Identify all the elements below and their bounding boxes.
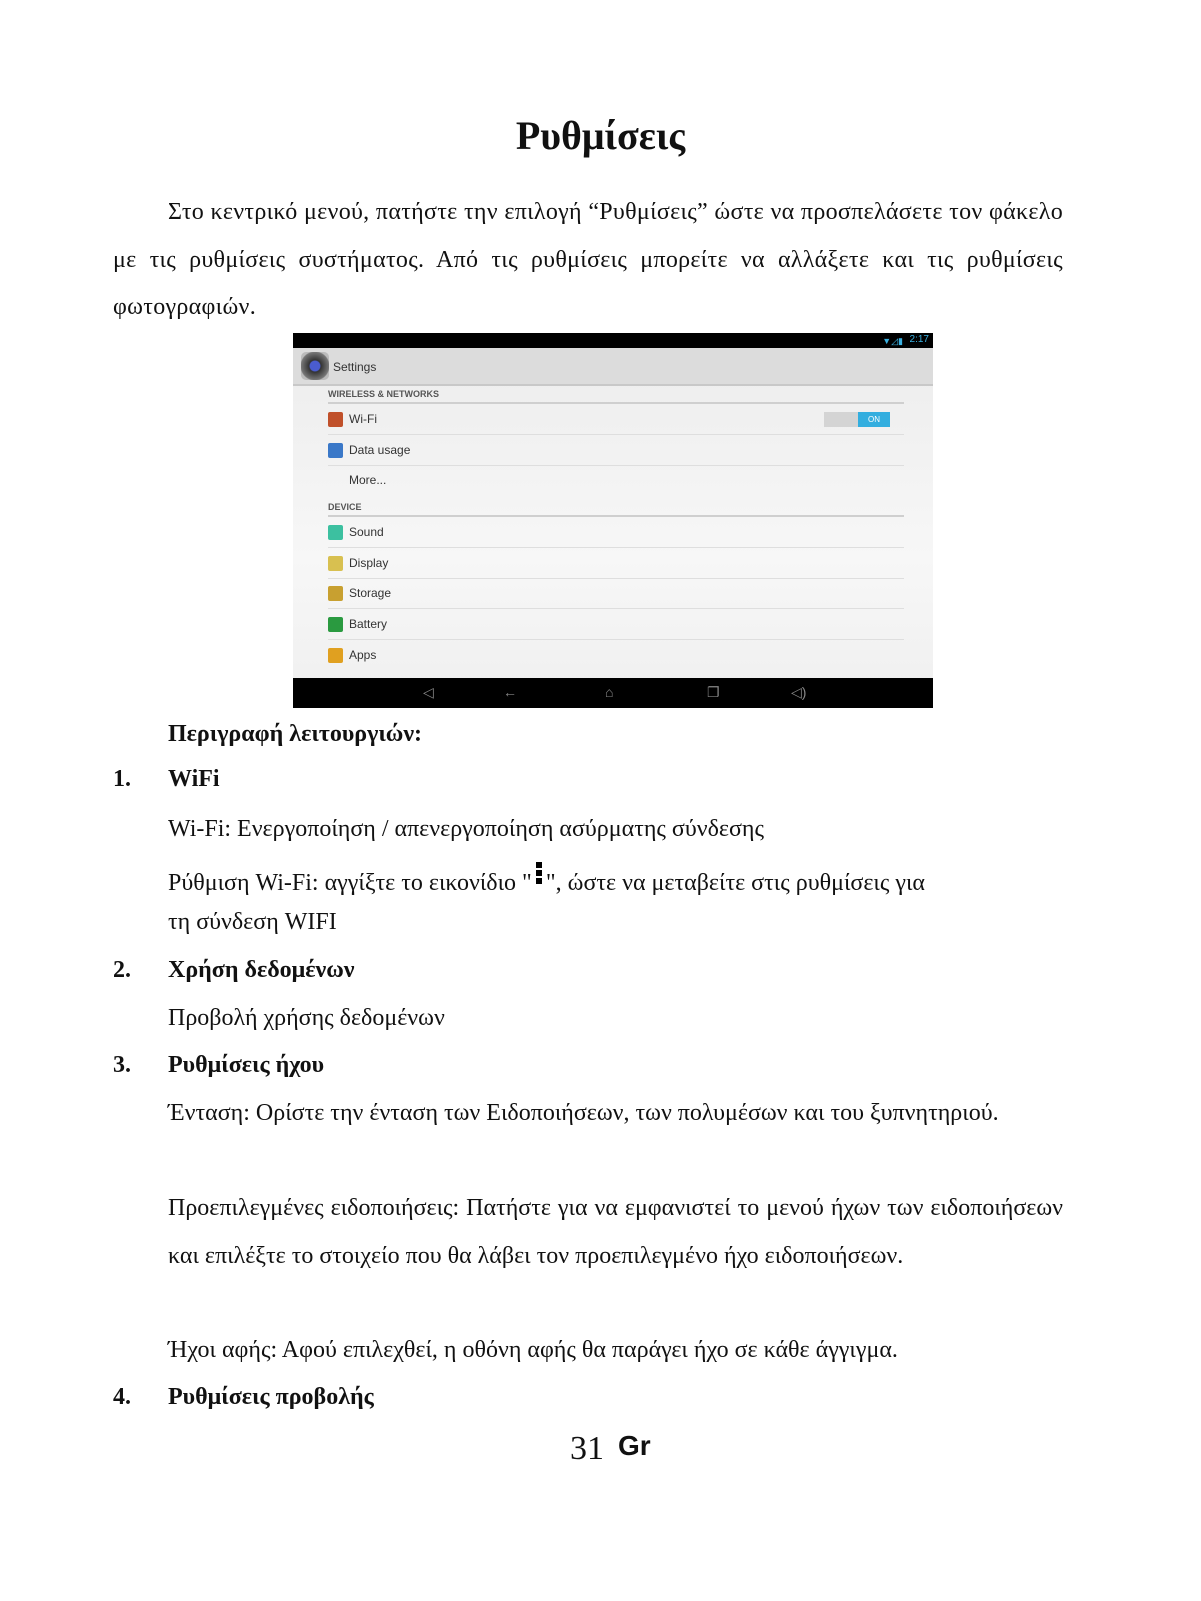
item-label: Display xyxy=(349,556,389,570)
description-heading: Περιγραφή λειτουργιών: xyxy=(168,721,423,747)
item-number: 2. xyxy=(113,957,131,983)
status-time: 2:17 xyxy=(909,334,929,345)
section-header-wireless: WIRELESS & NETWORKS xyxy=(328,389,440,399)
sound-icon xyxy=(328,525,343,540)
wifi-toggle[interactable] xyxy=(824,412,890,427)
volume-up-icon[interactable]: ◁) xyxy=(791,684,807,700)
settings-item-wifi[interactable] xyxy=(328,404,904,435)
display-icon xyxy=(328,556,343,571)
item-title-data-usage: Χρήση δεδομένων xyxy=(168,957,355,983)
item-number: 3. xyxy=(113,1052,131,1078)
back-icon[interactable]: ← xyxy=(503,684,517,700)
intro-paragraph: Στο κεντρικό μενού, πατήστε την επιλογή “Ρυθμίσεις” ώστε να προσπελάσετε τον φάκελο με τις ρυθμίσεις συστήματος. Από τις ρυθμίσεις μπορείτε να αλλάξετε και τις ρυθμίσεις φωτογραφιών. xyxy=(113,199,1063,320)
wifi-signal-icon: ▼◿▮ xyxy=(882,336,903,346)
touch-sounds-description: Ήχοι αφής: Αφού επιλεχθεί, η οθόνη αφής θα παράγει ήχο σε κάθε άγγιγμα. xyxy=(168,1337,898,1363)
recents-icon[interactable]: ❐ xyxy=(707,684,720,700)
item-label: Storage xyxy=(349,586,392,600)
language-mark: Gr xyxy=(618,1430,651,1461)
item-label: Data usage xyxy=(349,443,411,457)
action-bar xyxy=(293,348,933,386)
item-number: 1. xyxy=(113,766,131,792)
item-title-display: Ρυθμίσεις προβολής xyxy=(168,1384,374,1410)
settings-item-battery[interactable] xyxy=(328,609,904,640)
data-usage-description: Προβολή χρήσης δεδομένων xyxy=(168,1005,445,1031)
item-title-wifi: WiFi xyxy=(168,766,220,792)
notifications-description: Προεπιλεγμένες ειδοποιήσεις: Πατήστε για να εμφανιστεί το μενού ήχων των ειδοποιήσεων και επιλέξτε το στοιχείο που θα λάβει τον προεπιλεγμένο ήχο ειδοποιήσεων. xyxy=(168,1195,1063,1269)
settings-item-sound[interactable] xyxy=(328,517,904,548)
item-label: Wi-Fi xyxy=(349,412,377,426)
apps-icon xyxy=(328,648,343,663)
settings-item-data-usage[interactable] xyxy=(328,435,904,466)
item-label: More... xyxy=(349,473,387,487)
app-title: Settings xyxy=(333,360,377,374)
settings-app-icon xyxy=(301,352,329,380)
status-bar xyxy=(293,333,933,348)
battery-icon xyxy=(328,617,343,632)
volume-down-icon[interactable]: ◁ xyxy=(423,684,434,700)
wifi-settings-description xyxy=(168,862,1063,898)
settings-item-more[interactable] xyxy=(328,465,904,495)
text: ", ώστε να μεταβείτε στις ρυθμίσεις για xyxy=(545,870,926,896)
page-title: Ρυθμίσεις xyxy=(515,113,686,158)
volume-description: Ένταση: Ορίστε την ένταση των Ειδοποιήσεων, των πολυμέσων και του ξυπνητηριού. xyxy=(168,1100,999,1126)
wifi-settings-description-cont: τη σύνδεση WIFI xyxy=(168,909,337,935)
settings-item-display[interactable] xyxy=(328,548,904,579)
item-title-sound: Ρυθμίσεις ήχου xyxy=(168,1052,325,1078)
overflow-menu-icon xyxy=(536,862,542,886)
item-label: Sound xyxy=(349,525,384,539)
settings-item-storage[interactable] xyxy=(328,578,904,609)
data-usage-icon xyxy=(328,443,343,458)
item-number: 4. xyxy=(113,1384,131,1410)
item-label: Battery xyxy=(349,617,388,631)
page-number: 31 xyxy=(570,1430,604,1467)
wifi-description: Wi-Fi: Ενεργοποίηση / απενεργοποίηση ασύρματης σύνδεσης xyxy=(168,816,764,842)
wifi-icon xyxy=(328,412,343,427)
home-icon[interactable]: ⌂ xyxy=(605,684,614,700)
text: Ρύθμιση Wi-Fi: αγγίξτε το εικονίδιο " xyxy=(168,870,532,896)
settings-screenshot xyxy=(293,333,933,708)
navigation-bar xyxy=(293,678,933,708)
settings-item-apps[interactable] xyxy=(328,640,904,670)
section-header-device: DEVICE xyxy=(328,502,362,512)
toggle-label: ON xyxy=(858,412,890,427)
item-label: Apps xyxy=(349,648,377,662)
storage-icon xyxy=(328,586,343,601)
